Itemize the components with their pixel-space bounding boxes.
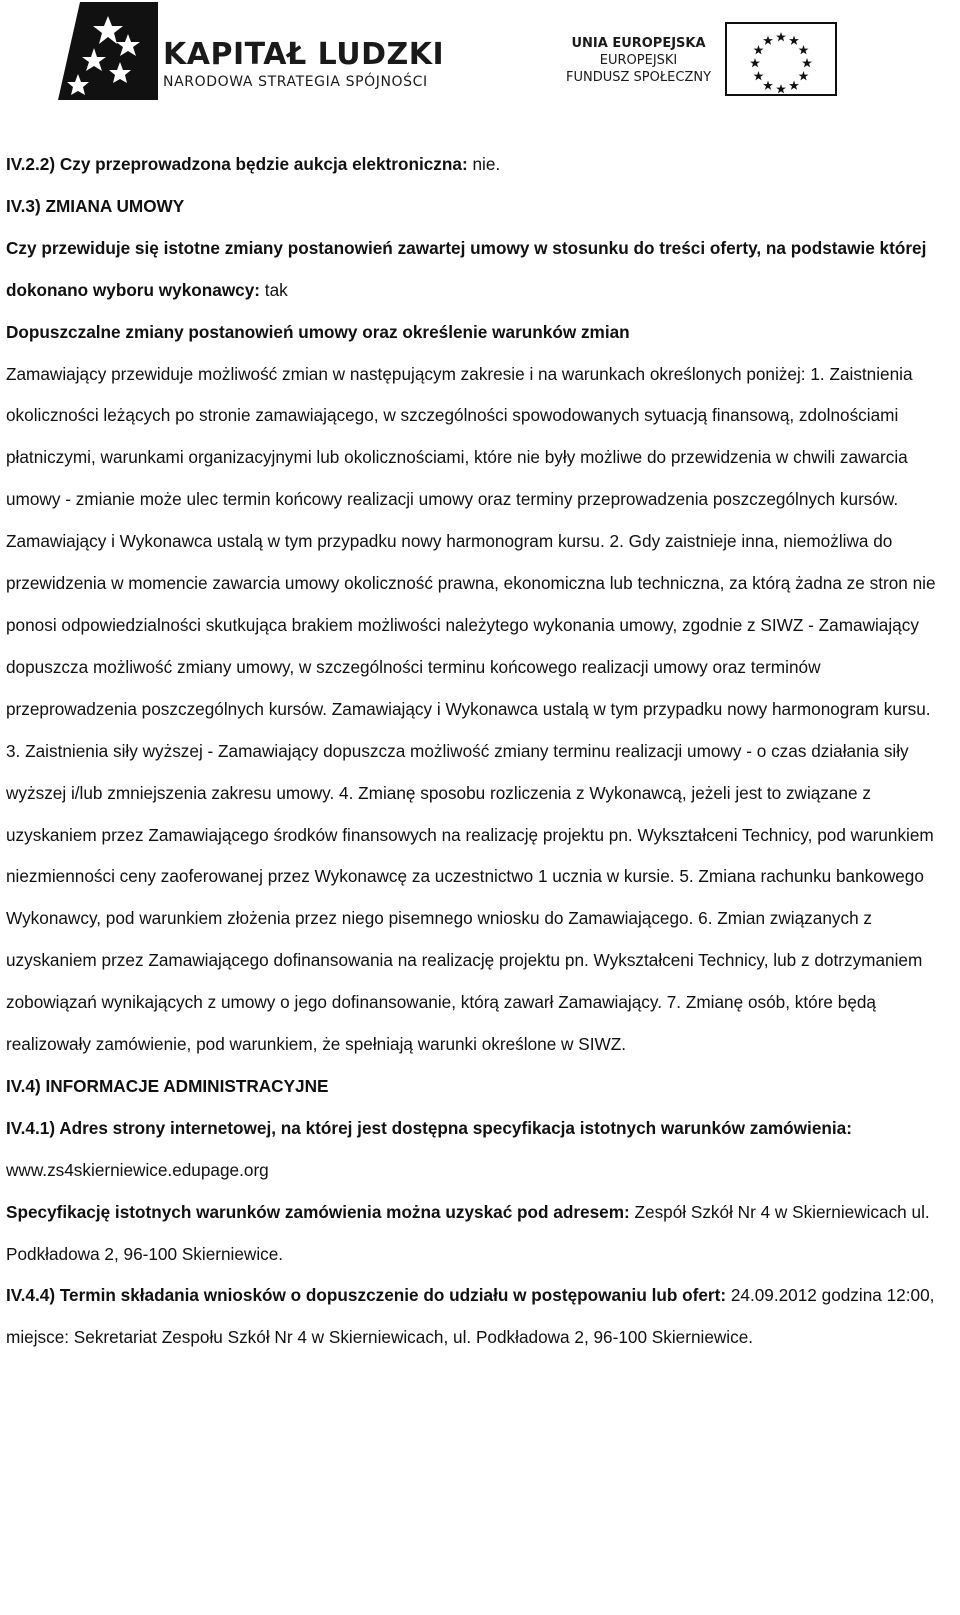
auction-label: IV.2.2) Czy przeprowadzona będzie aukcja elektroniczna: — [6, 154, 468, 174]
eu-line-3: FUNDUSZ SPOŁECZNY — [566, 70, 712, 85]
spec-address-label: Specyfikację istotnych warunków zamówienia można uzyskać pod adresem: — [6, 1201, 630, 1222]
spec-website — [6, 1108, 942, 1192]
submission-deadline-value: 24.09.2012 godzina 12:00, miejsce: Sekretariat Zespołu Szkół Nr 4 w Skierniewicach, ul. Podkładowa 2, 96-100 Skierniewice. — [6, 1285, 935, 1348]
allowed-changes-body: Zamawiający przewiduje możliwość zmian w następującym zakresie i na warunkach określonych poniżej: 1. Zaistnienia okoliczności leżących po stronie zamawiającego, w szczególności spowodowanych sytuacją finansową, zdolnościami płatniczymi, warunkami organizacyjnymi lub okolicznościami, które nie były możliwe do przewidzenia w chwili zawarcia umowy - zmianie może ulec termin końcowy realizacji umowy oraz terminy przeprowadzenia poszczególnych kursów. Zamawiający i Wykonawca ustalą w tym przypadku nowy harmonogram kursu. 2. Gdy zaistnieje inna, niemożliwa do przewidzenia w momencie zawarcia umowy okoliczność prawna, ekonomiczna lub techniczna, za którą żadna ze stron nie ponosi odpowiedzialności skutkująca brakiem możliwości należytego wykonania umowy, zgodnie z SIWZ - Zamawiający dopuszcza możliwość zmiany umowy, w szczególności terminu końcowego realizacji umowy oraz terminów przeprowadzenia poszczególnych kursów. Zamawiający i Wykonawca ustalą w tym przypadku nowy harmonogram kursu. 3. Zaistnienia siły wyższej - Zamawiający dopuszcza możliwość zmiany terminu realizacji umowy - o czas działania siły wyższej i/lub zmniejszenia zakresu umowy. 4. Zmianę sposobu rozliczenia z Wykonawcą, jeżeli jest to związane z uzyskaniem przez Zamawiającego środków finansowych na realizację projektu pn. Wykształceni Technicy, pod warunkiem niezmienności ceny zaoferowanej przez Wykonawcę za uczestnictwo 1 ucznia w kursie. 5. Zmiana rachunku bankowego Wykonawcy, pod warunkiem złożenia przez niego pisemnego wniosku do Zamawiającego. 6. Zmian związanych z uzyskaniem przez Zamawiającego dofinansowania na realizację projektu pn. Wykształceni Technicy, lub z dotrzymaniem zobowiązań wynikających z umowy o jego dofinansowanie, którą zawarł Zamawiający. 7. Zmianę osób, które będą realizowały zamówienie, pod warunkiem, że spełniają warunki określone w SIWZ. — [6, 363, 936, 1055]
allowed-changes-heading: Dopuszczalne zmiany postanowień umowy oraz określenie warunków zmian — [6, 321, 630, 342]
eu-fund-wordmark — [566, 35, 711, 86]
auction-answer: nie. — [467, 154, 501, 174]
spec-website-value: www.zs4skierniewice.edupage.org — [6, 1159, 269, 1180]
eu-flag-icon — [725, 22, 837, 96]
eu-line-1: UNIA EUROPEJSKA — [571, 36, 706, 51]
logo-subtitle: NARODOWA STRATEGIA SPÓJNOŚCI — [163, 74, 428, 90]
section-heading-admin-info: IV.4) INFORMACJE ADMINISTRACYJNE — [6, 1075, 329, 1096]
kapital-ludzki-logo-icon — [58, 2, 158, 100]
spec-address — [6, 1192, 942, 1276]
submission-deadline — [6, 1275, 942, 1359]
changes-answer: tak — [260, 279, 288, 300]
auction-question — [6, 144, 942, 186]
kapital-ludzki-wordmark — [163, 38, 444, 90]
changes-question-label: Czy przewiduje się istotne zmiany postanowień zawartej umowy w stosunku do treści oferty, na podstawie której dokonano wyboru wykonawcy: — [6, 237, 927, 300]
submission-deadline-label: IV.4.4) Termin składania wniosków o dopuszczenie do udziału w postępowaniu lub ofert: — [6, 1285, 727, 1306]
spec-website-label: IV.4.1) Adres strony internetowej, na której jest dostępna specyfikacja istotnych warunków zamówienia: — [6, 1117, 852, 1138]
logo-title: KAPITAŁ LUDZKI — [163, 37, 445, 72]
changes-question — [6, 228, 942, 312]
eu-line-2: EUROPEJSKI — [599, 53, 678, 68]
spec-address-value: Zespół Szkół Nr 4 w Skierniewicach ul. Podkładowa 2, 96-100 Skierniewice. — [6, 1201, 930, 1264]
document-body — [6, 144, 942, 1359]
page-header — [0, 0, 960, 120]
section-heading-contract-change: IV.3) ZMIANA UMOWY — [6, 195, 185, 216]
